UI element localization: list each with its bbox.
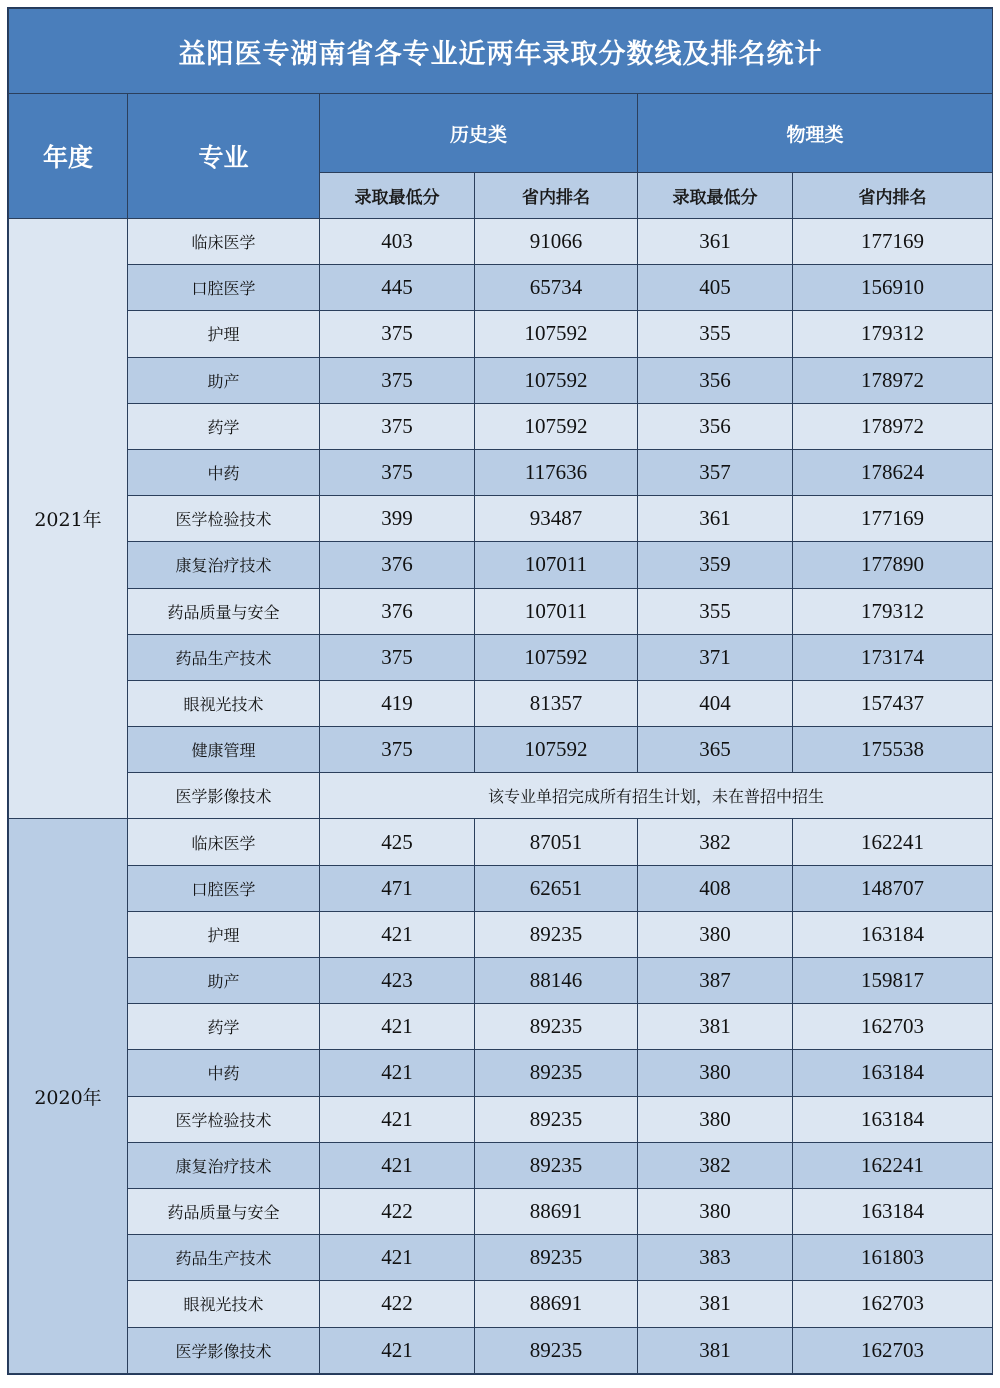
table-row [9, 1188, 993, 1234]
header-history-rank: 省内排名 [475, 173, 638, 219]
physics-rank-cell: 156910 [793, 265, 993, 311]
major-cell: 护理 [128, 311, 320, 357]
header-physics-rank: 省内排名 [793, 173, 993, 219]
physics-min-score-cell: 365 [638, 727, 793, 773]
history-rank-cell: 81357 [475, 680, 638, 726]
history-min-score-cell: 421 [320, 1050, 475, 1096]
history-rank-cell: 107011 [475, 588, 638, 634]
physics-rank-cell: 162241 [793, 819, 993, 865]
major-cell: 助产 [128, 958, 320, 1004]
history-rank-cell: 89235 [475, 911, 638, 957]
physics-min-score-cell: 380 [638, 1096, 793, 1142]
header-physics-min-score: 录取最低分 [638, 173, 793, 219]
history-min-score-cell: 375 [320, 449, 475, 495]
major-cell: 药品生产技术 [128, 1235, 320, 1281]
history-rank-cell: 65734 [475, 265, 638, 311]
history-rank-cell: 93487 [475, 496, 638, 542]
table-row [9, 1235, 993, 1281]
history-rank-cell: 107592 [475, 357, 638, 403]
history-min-score-cell: 399 [320, 496, 475, 542]
table-row [9, 911, 993, 957]
history-min-score-cell: 421 [320, 911, 475, 957]
history-rank-cell: 88691 [475, 1188, 638, 1234]
major-cell: 眼视光技术 [128, 1281, 320, 1327]
header-history-min-score: 录取最低分 [320, 173, 475, 219]
history-min-score-cell: 421 [320, 1004, 475, 1050]
major-cell: 临床医学 [128, 819, 320, 865]
table-row [9, 819, 993, 865]
physics-min-score-cell: 381 [638, 1004, 793, 1050]
table-row [9, 634, 993, 680]
physics-rank-cell: 159817 [793, 958, 993, 1004]
history-rank-cell: 89235 [475, 1327, 638, 1373]
physics-rank-cell: 163184 [793, 911, 993, 957]
physics-rank-cell: 162703 [793, 1327, 993, 1373]
major-cell: 医学影像技术 [128, 773, 320, 819]
table-row [9, 865, 993, 911]
history-min-score-cell: 375 [320, 357, 475, 403]
physics-min-score-cell: 405 [638, 265, 793, 311]
physics-rank-cell: 173174 [793, 634, 993, 680]
history-rank-cell: 89235 [475, 1004, 638, 1050]
major-cell: 中药 [128, 449, 320, 495]
table-row [9, 727, 993, 773]
physics-rank-cell: 177890 [793, 542, 993, 588]
history-rank-cell: 107592 [475, 311, 638, 357]
physics-rank-cell: 162241 [793, 1142, 993, 1188]
table-row [9, 1327, 993, 1373]
table-row [9, 496, 993, 542]
physics-rank-cell: 162703 [793, 1281, 993, 1327]
history-min-score-cell: 422 [320, 1188, 475, 1234]
history-min-score-cell: 421 [320, 1096, 475, 1142]
major-cell: 药品质量与安全 [128, 1188, 320, 1234]
history-min-score-cell: 425 [320, 819, 475, 865]
history-rank-cell: 89235 [475, 1096, 638, 1142]
major-cell: 药学 [128, 1004, 320, 1050]
history-rank-cell: 107592 [475, 403, 638, 449]
history-rank-cell: 88146 [475, 958, 638, 1004]
physics-rank-cell: 178972 [793, 357, 993, 403]
table-row [9, 1096, 993, 1142]
history-min-score-cell: 422 [320, 1281, 475, 1327]
table-row [9, 219, 993, 265]
table-body [9, 219, 993, 1374]
history-min-score-cell: 376 [320, 588, 475, 634]
major-cell: 药品质量与安全 [128, 588, 320, 634]
physics-rank-cell: 177169 [793, 219, 993, 265]
table-row [9, 311, 993, 357]
table-row [9, 1004, 993, 1050]
physics-min-score-cell: 371 [638, 634, 793, 680]
major-cell: 助产 [128, 357, 320, 403]
history-min-score-cell: 403 [320, 219, 475, 265]
physics-min-score-cell: 361 [638, 496, 793, 542]
history-min-score-cell: 421 [320, 1142, 475, 1188]
physics-rank-cell: 148707 [793, 865, 993, 911]
physics-min-score-cell: 383 [638, 1235, 793, 1281]
physics-rank-cell: 163184 [793, 1188, 993, 1234]
history-min-score-cell: 423 [320, 958, 475, 1004]
physics-rank-cell: 179312 [793, 588, 993, 634]
table-row [9, 265, 993, 311]
physics-min-score-cell: 387 [638, 958, 793, 1004]
physics-min-score-cell: 356 [638, 357, 793, 403]
physics-min-score-cell: 380 [638, 1050, 793, 1096]
header-year: 年度 [9, 94, 128, 219]
physics-rank-cell: 163184 [793, 1050, 993, 1096]
major-cell: 临床医学 [128, 219, 320, 265]
physics-min-score-cell: 380 [638, 911, 793, 957]
major-cell: 药学 [128, 403, 320, 449]
physics-rank-cell: 157437 [793, 680, 993, 726]
physics-min-score-cell: 382 [638, 819, 793, 865]
history-rank-cell: 91066 [475, 219, 638, 265]
physics-min-score-cell: 404 [638, 680, 793, 726]
history-min-score-cell: 421 [320, 1235, 475, 1281]
physics-rank-cell: 161803 [793, 1235, 993, 1281]
table-row [9, 1281, 993, 1327]
physics-rank-cell: 162703 [793, 1004, 993, 1050]
score-table [8, 8, 993, 1374]
physics-min-score-cell: 355 [638, 588, 793, 634]
table-row [9, 958, 993, 1004]
history-min-score-cell: 375 [320, 311, 475, 357]
physics-min-score-cell: 382 [638, 1142, 793, 1188]
history-min-score-cell: 421 [320, 1327, 475, 1373]
physics-rank-cell: 177169 [793, 496, 993, 542]
physics-rank-cell: 178624 [793, 449, 993, 495]
table-row [9, 680, 993, 726]
history-min-score-cell: 471 [320, 865, 475, 911]
history-min-score-cell: 376 [320, 542, 475, 588]
major-cell: 中药 [128, 1050, 320, 1096]
table-row [9, 773, 993, 819]
history-min-score-cell: 445 [320, 265, 475, 311]
major-cell: 康复治疗技术 [128, 542, 320, 588]
physics-rank-cell: 179312 [793, 311, 993, 357]
physics-min-score-cell: 359 [638, 542, 793, 588]
score-table-sheet [7, 7, 993, 1375]
table-row [9, 588, 993, 634]
history-min-score-cell: 375 [320, 727, 475, 773]
table-row [9, 542, 993, 588]
major-cell: 口腔医学 [128, 265, 320, 311]
table-row [9, 449, 993, 495]
major-cell: 眼视光技术 [128, 680, 320, 726]
history-rank-cell: 89235 [475, 1142, 638, 1188]
major-cell: 护理 [128, 911, 320, 957]
major-cell: 医学检验技术 [128, 496, 320, 542]
table-row [9, 1142, 993, 1188]
table-row [9, 1050, 993, 1096]
note-cell: 该专业单招完成所有招生计划，未在普招中招生 [320, 773, 993, 819]
header-physics: 物理类 [638, 94, 993, 173]
major-cell: 医学检验技术 [128, 1096, 320, 1142]
history-rank-cell: 107592 [475, 634, 638, 680]
year-cell: 2021年 [9, 219, 128, 819]
physics-rank-cell: 163184 [793, 1096, 993, 1142]
history-min-score-cell: 375 [320, 403, 475, 449]
history-rank-cell: 117636 [475, 449, 638, 495]
history-rank-cell: 87051 [475, 819, 638, 865]
physics-min-score-cell: 380 [638, 1188, 793, 1234]
physics-rank-cell: 175538 [793, 727, 993, 773]
major-cell: 药品生产技术 [128, 634, 320, 680]
table-row [9, 357, 993, 403]
table-title: 益阳医专湖南省各专业近两年录取分数线及排名统计 [9, 9, 993, 94]
major-cell: 健康管理 [128, 727, 320, 773]
header-history: 历史类 [320, 94, 638, 173]
history-rank-cell: 62651 [475, 865, 638, 911]
physics-min-score-cell: 381 [638, 1281, 793, 1327]
major-cell: 口腔医学 [128, 865, 320, 911]
major-cell: 康复治疗技术 [128, 1142, 320, 1188]
history-rank-cell: 88691 [475, 1281, 638, 1327]
header-major: 专业 [128, 94, 320, 219]
physics-min-score-cell: 361 [638, 219, 793, 265]
history-min-score-cell: 375 [320, 634, 475, 680]
major-cell: 医学影像技术 [128, 1327, 320, 1373]
table-row [9, 403, 993, 449]
physics-min-score-cell: 381 [638, 1327, 793, 1373]
physics-min-score-cell: 357 [638, 449, 793, 495]
history-rank-cell: 89235 [475, 1235, 638, 1281]
physics-min-score-cell: 408 [638, 865, 793, 911]
history-rank-cell: 107011 [475, 542, 638, 588]
physics-min-score-cell: 355 [638, 311, 793, 357]
physics-rank-cell: 178972 [793, 403, 993, 449]
year-cell: 2020年 [9, 819, 128, 1373]
history-rank-cell: 89235 [475, 1050, 638, 1096]
history-min-score-cell: 419 [320, 680, 475, 726]
history-rank-cell: 107592 [475, 727, 638, 773]
physics-min-score-cell: 356 [638, 403, 793, 449]
